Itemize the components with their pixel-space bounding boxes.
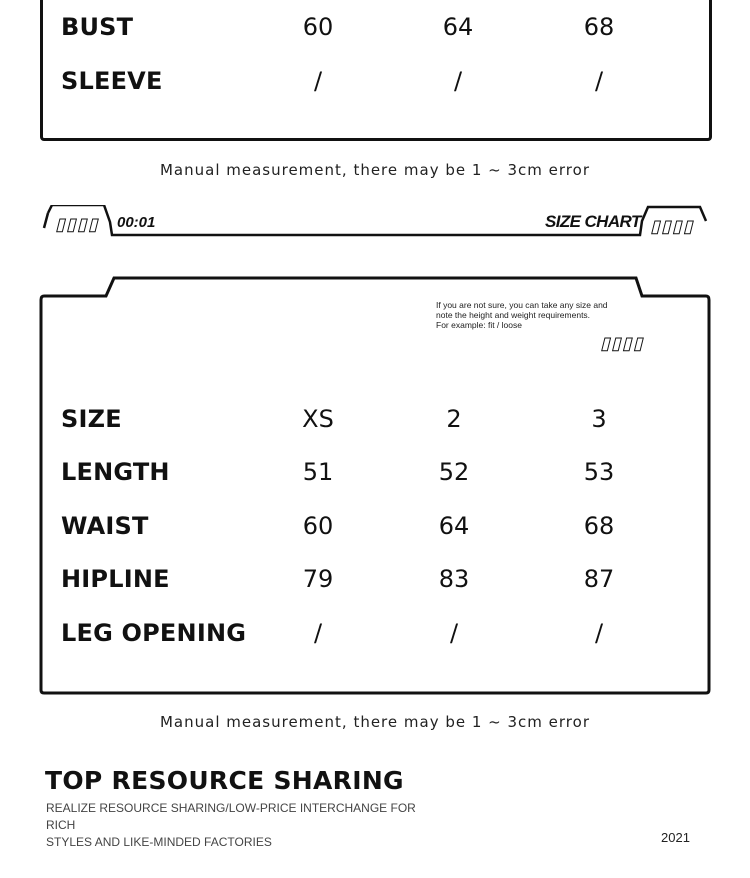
size-hint-text: [436, 300, 636, 330]
size-value-2: 2: [446, 405, 462, 433]
length-value-1: 51: [302, 458, 334, 486]
footer-year: 2021: [661, 830, 690, 845]
row-label-hipline: HIPLINE: [61, 565, 170, 593]
row-label-size: SIZE: [61, 405, 122, 433]
leg-opening-value-1: /: [313, 619, 323, 647]
footer-subtitle-line-2: STYLES AND LIKE-MINDED FACTORIES: [46, 835, 272, 849]
hipline-value-1: 79: [302, 565, 334, 593]
leg-opening-value-2: /: [449, 619, 459, 647]
waist-value-2: 64: [438, 512, 470, 540]
header-title: SIZE CHART: [545, 212, 641, 231]
leg-opening-value-3: /: [594, 619, 604, 647]
sleeve-value-3: /: [594, 67, 604, 95]
footer-subtitle-line-1: REALIZE RESOURCE SHARING/LOW-PRICE INTERCHANGE FOR RICH: [46, 801, 416, 832]
header-left-glyphs: ▯▯▯▯: [55, 214, 99, 234]
hint-line-2: note the height and weight requirements.: [436, 310, 591, 320]
row-label-bust: BUST: [61, 13, 134, 41]
row-label-leg-opening: LEG OPENING: [61, 619, 247, 647]
hint-line-3: For example: fit / loose: [436, 320, 522, 330]
footer-subtitle: [46, 800, 426, 851]
hint-line-1: If you are not sure, you can take any size and: [436, 300, 608, 310]
size-value-3: 3: [591, 405, 607, 433]
header-right-glyphs: ▯▯▯▯: [650, 216, 694, 236]
waist-value-1: 60: [302, 512, 334, 540]
hipline-value-2: 83: [438, 565, 470, 593]
measurement-note-bottom: Manual measurement, there may be 1 ~ 3cm error: [159, 713, 590, 731]
length-value-3: 53: [583, 458, 615, 486]
sleeve-value-1: /: [313, 67, 323, 95]
sleeve-value-2: /: [453, 67, 463, 95]
length-value-2: 52: [438, 458, 470, 486]
bust-value-2: 64: [442, 13, 474, 41]
row-label-length: LENGTH: [61, 458, 170, 486]
footer-title: TOP RESOURCE SHARING: [45, 766, 404, 795]
waist-value-3: 68: [583, 512, 615, 540]
bust-value-1: 60: [302, 13, 334, 41]
hipline-value-3: 87: [583, 565, 615, 593]
row-label-sleeve: SLEEVE: [61, 67, 163, 95]
measurement-note-top: Manual measurement, there may be 1 ~ 3cm error: [159, 161, 590, 179]
bust-value-3: 68: [583, 13, 615, 41]
size-value-1: XS: [302, 405, 334, 433]
hint-glyphs: ▯▯▯▯: [600, 333, 644, 353]
header-time: 00:01: [117, 214, 156, 231]
row-label-waist: WAIST: [61, 512, 149, 540]
